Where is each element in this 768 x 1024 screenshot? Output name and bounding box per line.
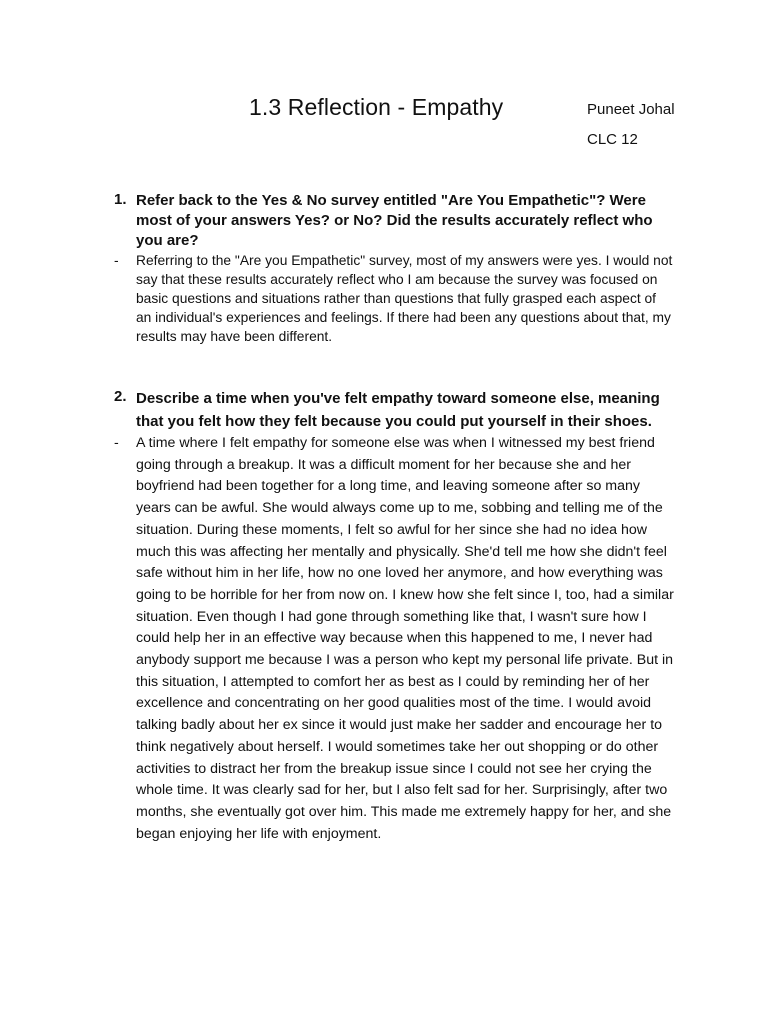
question-number: 2.: [114, 388, 127, 405]
answer-1-text: Referring to the "Are you Empathetic" survey, most of my answers were yes. I would not say that these results accurately reflect who I am because the survey was focused on basic questions and situations rather than questions that fully grasped each aspect of an individual's experiences and feelings. If there had been any questions about that, my results may have been different.: [136, 253, 673, 344]
answer-bullet: -: [114, 435, 119, 451]
question-1-text: Refer back to the Yes & No survey entitled "Are You Empathetic"? Were most of your answers Yes? or No? Did the results accurately reflect who you are?: [136, 192, 653, 249]
course-code: CLC 12: [587, 131, 638, 148]
author-name: Puneet Johal: [587, 101, 675, 118]
question-1-block: [114, 191, 674, 346]
document-title: 1.3 Reflection - Empathy: [249, 94, 504, 120]
question-2-text: Describe a time when you've felt empathy toward someone else, meaning that you felt how they felt because you could put yourself in their shoes.: [136, 390, 660, 430]
answer-2: [114, 433, 674, 845]
question-2-block: [114, 388, 674, 845]
answer-bullet: -: [114, 253, 119, 268]
question-number: 1.: [114, 191, 127, 208]
answer-1: [114, 251, 674, 346]
answer-2-text: A time where I felt empathy for someone else was when I witnessed my best friend going through a breakup. It was a difficult moment for her because she and her boyfriend had been together for a long time, and leaving someone after so many years can be awful. She would always come up to me, sobbing and telling me of the situation. During these moments, I felt so awful for her since she had no idea how much this was affecting her mentally and physically. She'd tell me how she didn't feel safe without him in her life, how no one loved her anymore, and how everything was going to be horrible for her from now on. I knew how she felt since I, too, had a similar situation. Even though I had gone through something like that, I wasn't sure how I could help her in an effective way because when this happened to me, I never had anybody support me because I was a person who kept my personal life private. But in this situation, I attempted to comfort her as best as I could by reminding her of her excellence and concentrating on her good qualities most of the time. I would avoid talking badly about her ex since it would just make her sadder and encourage her to think negatively about herself. I would sometimes take her out shopping or do other activities to distract her from the breakup issue since I could not see her crying the whole time. It was clearly sad for her, but I also felt sad for her. Surprisingly, after two months, she eventually got over him. This made me extremely happy for her, and she began enjoying her life with enjoyment.: [136, 435, 674, 842]
